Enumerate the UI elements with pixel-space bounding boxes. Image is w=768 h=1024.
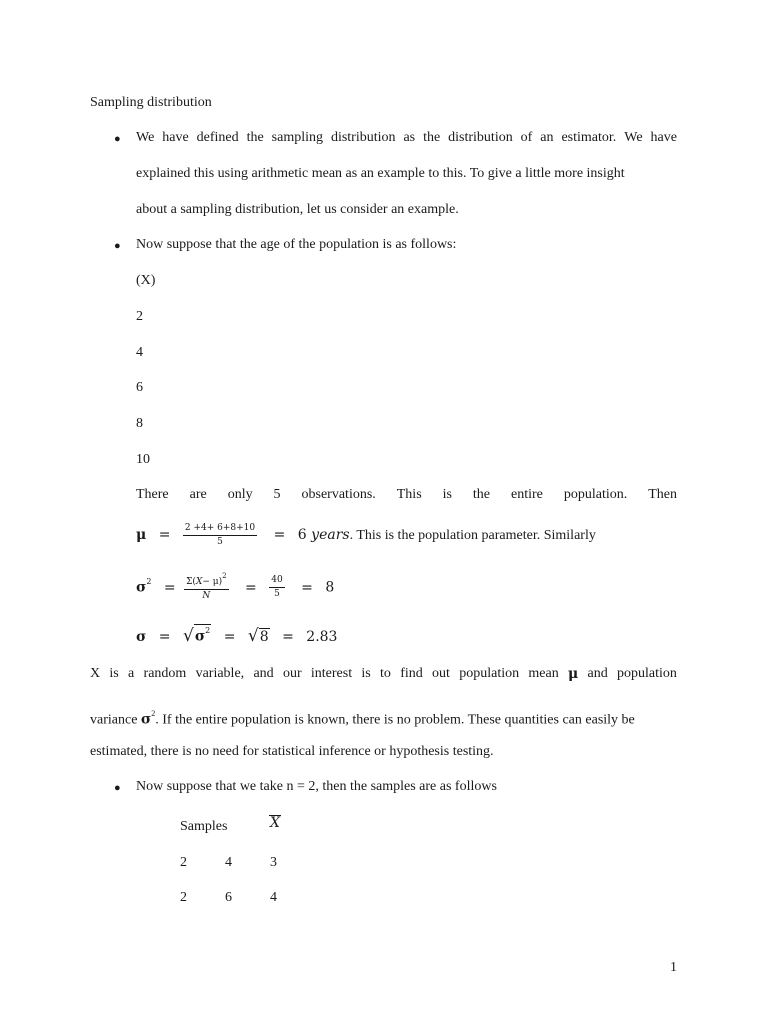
population-value: 4 [136,345,143,360]
sum-symbol: Σ( [186,577,196,588]
table-cell: 2 [180,890,187,905]
word: There [136,487,169,502]
table-header-samples: Samples [180,819,228,834]
table-cell: 3 [270,855,277,870]
table-cell: 6 [225,890,232,905]
variable-x: X [195,577,203,588]
table-cell: 4 [270,890,277,905]
word: a [128,666,135,681]
sigma-symbol: σ [136,629,147,645]
word: distribution [330,130,396,145]
word: μ [568,666,579,682]
word: as [403,130,416,145]
word: interest [310,666,353,681]
variance-denominator: N [202,591,211,602]
sigma-symbol: σ [136,579,147,596]
table-header-mean [269,815,281,833]
variance-numerator [184,573,229,590]
sd-result: 2.83 [306,629,338,645]
sqrt-eight [248,624,270,649]
equals-sign: = [158,629,171,645]
word: estimator. [561,130,617,145]
sd-equation [136,624,337,649]
table-cell: 2 [180,855,187,870]
population-value: 10 [136,452,150,467]
variance-equation [136,571,334,602]
sigma-power: 2 [146,577,152,586]
section-title: Sampling distribution [90,95,212,110]
word: This [396,487,422,502]
word: is [361,666,371,681]
para1-line1 [136,129,677,147]
equals-sign: = [223,629,236,645]
word: and [587,666,608,681]
word: is [109,666,119,681]
equals-sign: = [273,527,286,543]
radical-icon: √ [247,626,259,646]
word: defined [196,130,239,145]
equals-sign: = [301,579,313,596]
variance-word: variance [90,712,138,728]
numerator-rest: − μ) [202,577,223,588]
word: mean [528,666,559,681]
column-header-x: (X) [136,273,156,288]
sigma-power: 2 [151,709,156,718]
word: We [136,130,155,145]
word: 5 [273,487,281,502]
para1-line3: about a sampling distribution, let us consider an example. [136,202,459,217]
word: our [282,666,302,681]
para3-line2-rest: . If the entire population is known, there is no problem. These quantities can easily be [155,712,635,728]
mu-symbol: μ [136,527,147,543]
word: entire [511,487,543,502]
word: the [472,487,491,502]
word: population. [563,487,628,502]
word: Then [648,487,677,502]
word: observations. [301,487,376,502]
table-cell: 4 [225,855,232,870]
word: variable, [195,666,245,681]
word: to [380,666,391,681]
mean-trailing-text: . This is the population parameter. Similarly [349,528,596,543]
word: the [246,130,264,145]
para3-line1 [90,665,677,683]
mean-numerator: 2 +4+ 6+8+10 [183,523,257,536]
word: have [162,130,189,145]
bullet-2: ● [114,240,121,252]
population-statement [136,486,677,504]
variance-fraction-2 [269,575,284,600]
para4-intro: Now suppose that we take n = 2, then the samples are as follows [136,779,497,794]
fraction2-denominator: 5 [274,589,280,600]
equals-sign: = [282,629,294,645]
word: sampling [271,130,323,145]
word: have [650,130,677,145]
word: random [143,666,187,681]
radicand-sigma: σ [194,629,206,645]
fraction2-numerator: 40 [269,575,284,588]
word: distribution [448,130,513,145]
word: out [432,666,450,681]
para1-line2: explained this using arithmetic mean as an example to this. To give a little more insight [136,166,625,181]
equals-sign: = [245,579,257,596]
word: population [459,666,520,681]
word: the [423,130,441,145]
x-bar: X [270,815,280,831]
variance-fraction [184,573,229,602]
radicand-power: 2 [205,626,211,636]
word: are [189,487,207,502]
sqrt-sigma-squared [183,624,211,649]
word: find [400,666,423,681]
word: is [442,487,452,502]
population-value: 6 [136,380,143,395]
radical-icon: √ [182,626,194,646]
variance-result: 8 [325,579,335,596]
word: X [90,666,101,681]
bullet-3: ● [114,782,121,794]
word: only [227,487,253,502]
page-number: 1 [670,960,677,975]
sigma-symbol: σ [140,711,152,728]
population-value: 2 [136,309,143,324]
bullet-1: ● [114,133,121,145]
equals-sign: = [158,527,171,543]
word: an [540,130,554,145]
radicand-eight: 8 [259,629,269,645]
mean-equation [136,522,596,549]
mean-denominator: 5 [217,536,223,547]
word: and [253,666,274,681]
word: of [520,130,533,145]
word: population [617,666,677,681]
mean-fraction [183,523,257,548]
para3-line3: estimated, there is no need for statistical inference or hypothesis testing. [90,744,494,759]
mean-unit: years [311,527,350,543]
numerator-power: 2 [222,572,227,581]
para2-intro: Now suppose that the age of the population is as follows: [136,237,457,252]
para3-line2 [90,707,635,730]
word: We [624,130,643,145]
mean-result: 6 [297,527,307,543]
equals-sign: = [163,579,176,596]
population-value: 8 [136,416,143,431]
